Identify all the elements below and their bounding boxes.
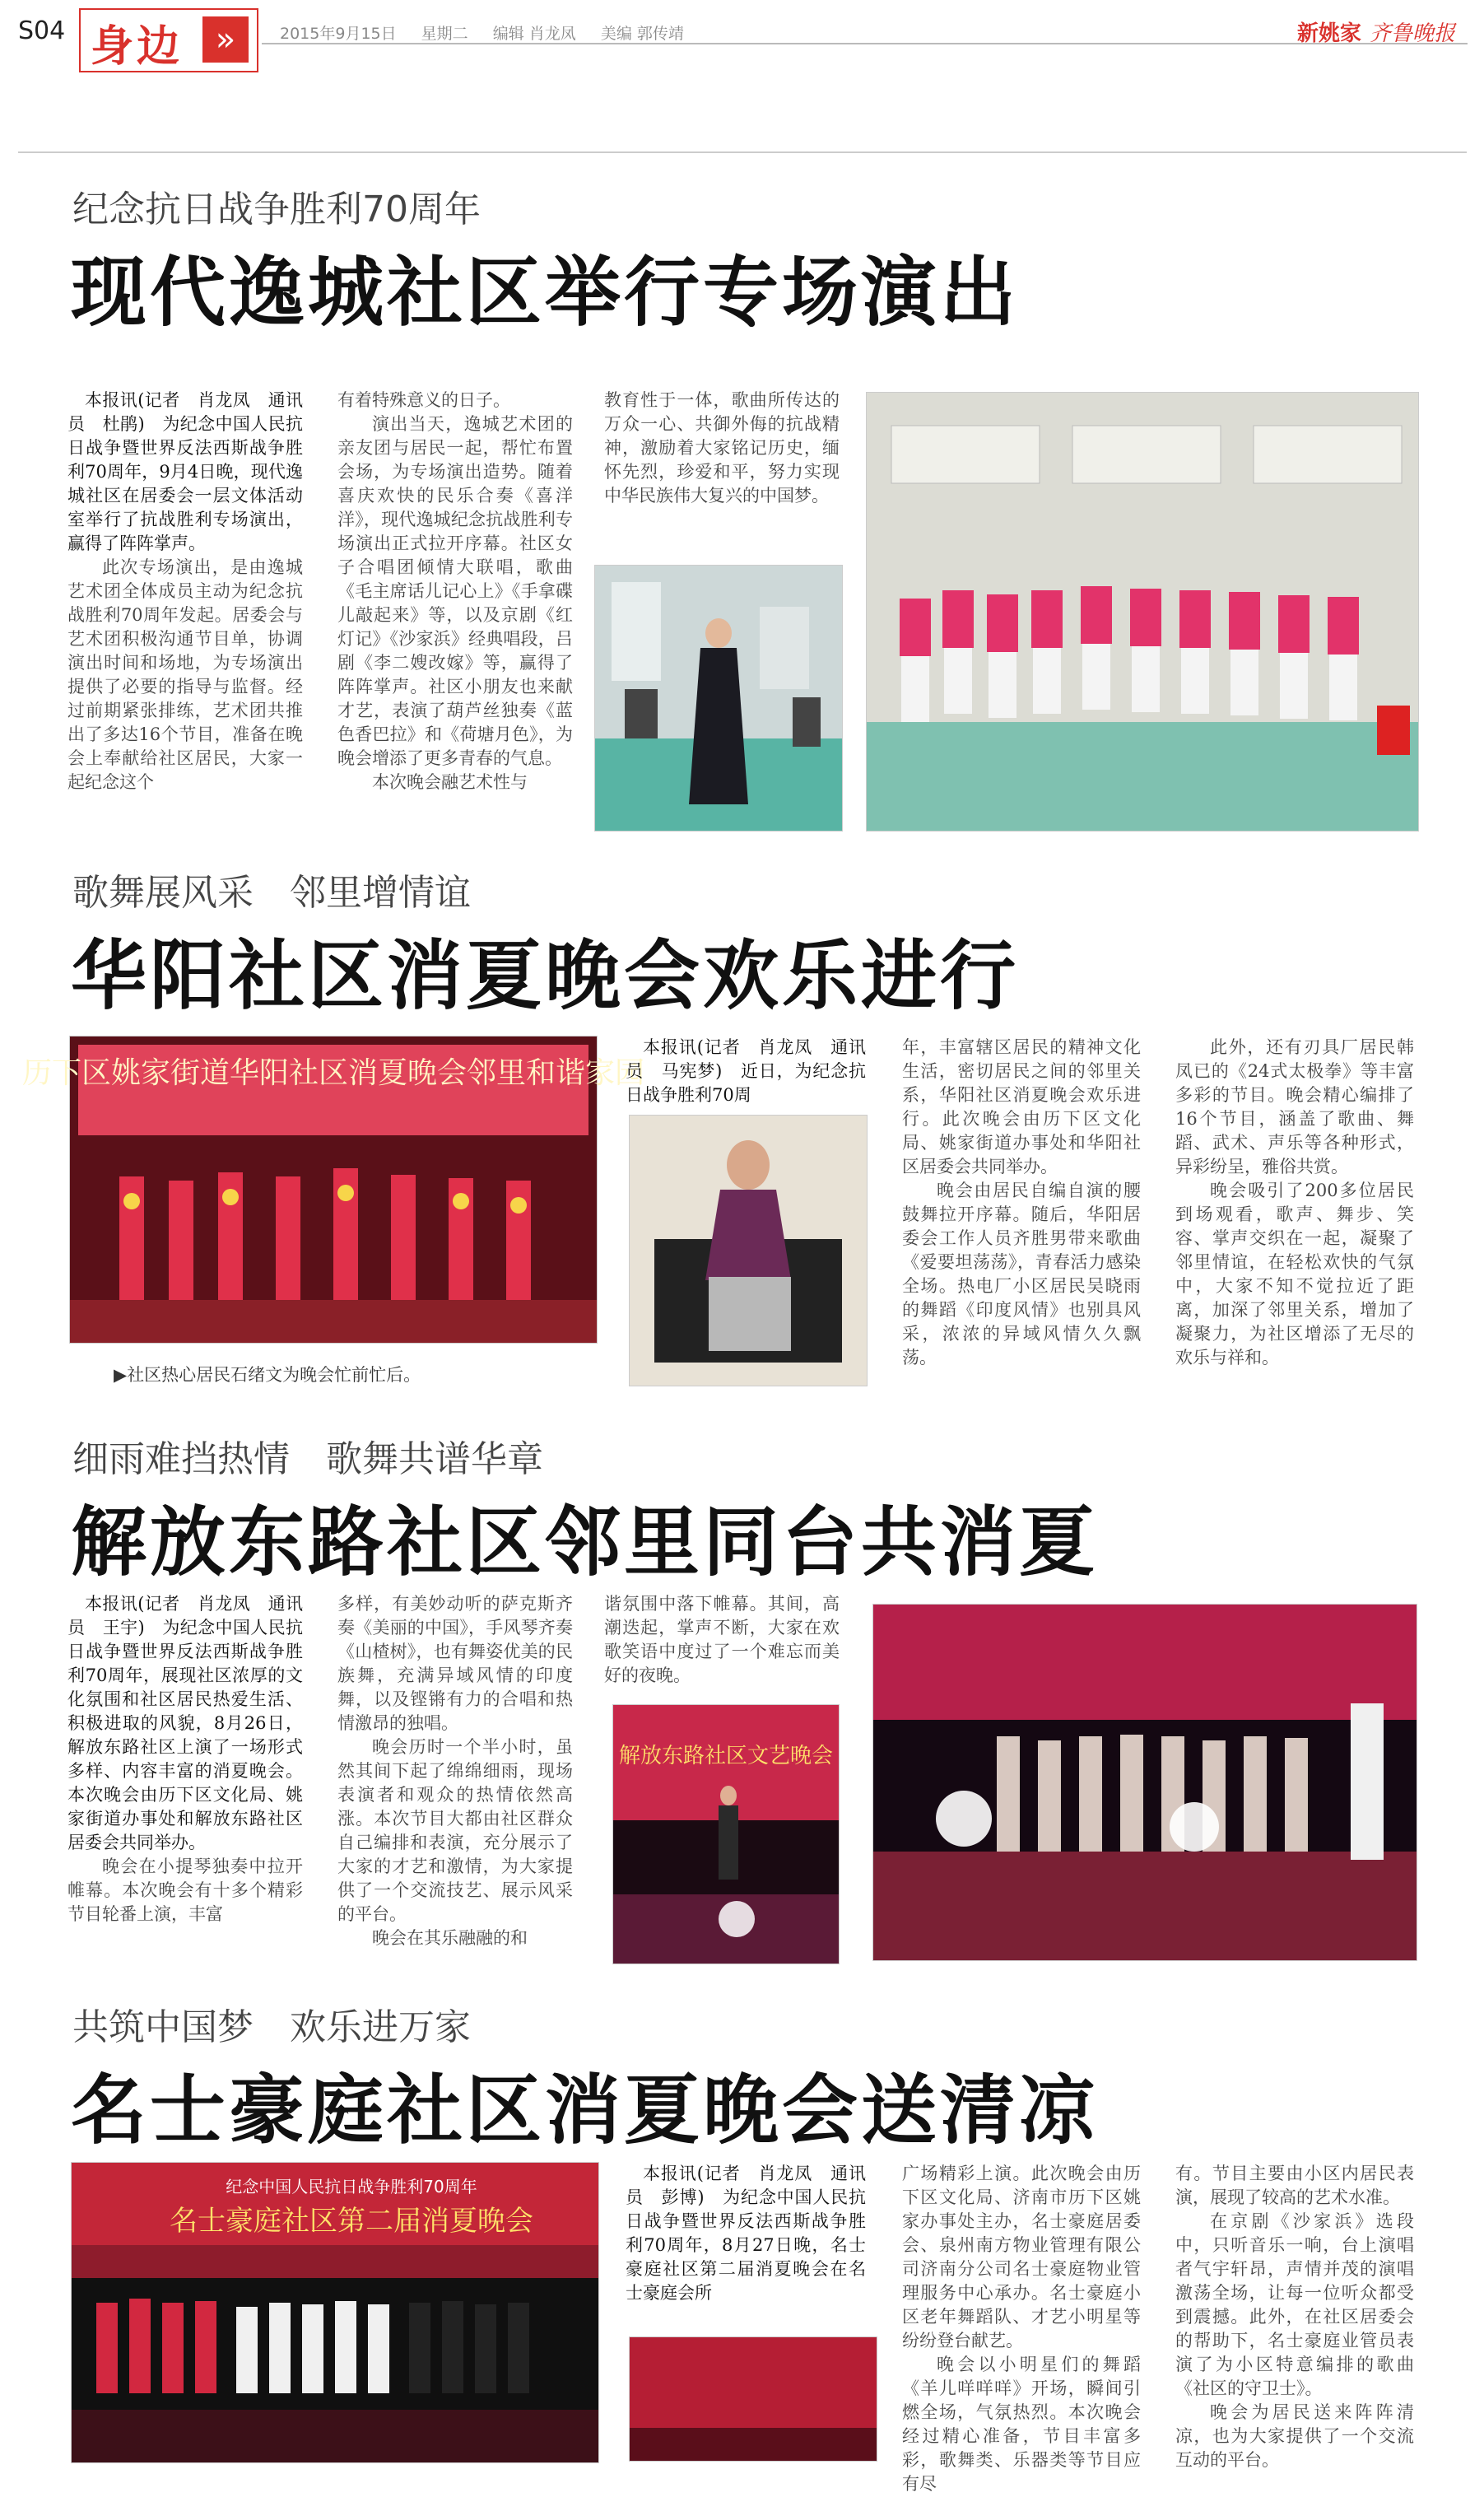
paragraph: 多样，有美妙动听的萨克斯齐奏《美丽的中国》，手风琴齐奏《山楂树》，也有舞姿优美的民族舞，充满异域风情的印度舞，以及铿锵有力的合唱和热情激昂的独唱。 bbox=[337, 1594, 573, 1733]
paragraph: 本报讯(记者 肖龙凤 通讯员 马宪梦) 近日，为纪念抗日战争胜利70周 bbox=[626, 1037, 866, 1105]
photo-seated-woman bbox=[629, 1115, 868, 1386]
article-1-column-3 bbox=[604, 389, 840, 545]
article-3-kicker bbox=[72, 1429, 579, 1482]
kicker-text: 歌舞展风采 bbox=[72, 872, 254, 914]
article-1-column-2 bbox=[337, 389, 573, 832]
issue-weekday: 星期二 bbox=[421, 25, 468, 43]
banner-text: 名士豪庭社区第二届消夏晚会 bbox=[170, 2205, 533, 2238]
kicker-text: 欢乐进万家 bbox=[290, 2006, 471, 2048]
paragraph: 有。节目主要由小区内居民表演，展现了较高的艺术水准。 bbox=[1175, 2164, 1414, 2207]
paragraph: 本报讯(记者 肖龙凤 通讯员 彭博) 为纪念中国人民抗日战争暨世界反法西斯战争胜利70周年，8月27日晚，名士豪庭社区第二届消夏晚会在名士豪庭会所 bbox=[626, 2164, 866, 2303]
paragraph: 晚会为居民送来阵阵清凉，也为大家提供了一个交流互动的平台。 bbox=[1175, 2402, 1414, 2470]
banner-text: 纪念中国人民抗日战争胜利70周年 bbox=[226, 2177, 477, 2197]
chevron-right-icon: » bbox=[202, 16, 249, 63]
paragraph: 晚会在小提琴独奏中拉开帷幕。本次晚会有十多个精彩节目轮番上演，丰富 bbox=[67, 1856, 303, 1924]
banner-text: 历下区姚家街道华阳社区消夏晚会邻里和谐家园 bbox=[21, 1056, 645, 1090]
editor-credit: 编辑 肖龙凤 bbox=[492, 25, 576, 43]
kicker-text: 共筑中国梦 bbox=[72, 2006, 254, 2048]
article-2-headline: 华阳社区消夏晚会欢乐进行 bbox=[71, 932, 1020, 1020]
photo-stage-singer bbox=[612, 1704, 840, 1964]
article-1-headline: 现代逸城社区举行专场演出 bbox=[71, 249, 1020, 337]
paragraph: 此次专场演出，是由逸城艺术团全体成员主动为纪念抗战胜利70周年发起。居委会与艺术团积极沟通节目单，协调演出时间和场地，为专场演出提供了必要的指导与监督。经过前期紧张排练，艺术团共推出了多达16个节目，准备在晚会上奉献给社区居民，大家一起纪念这个 bbox=[67, 557, 303, 792]
photo-dance-stage bbox=[21, 1036, 645, 1344]
page-number: S04 bbox=[18, 16, 66, 45]
paragraph: 晚会由居民自编自演的腰鼓舞拉开序幕。随后，华阳居委会工作人员齐胜男带来歌曲《爱要坦荡荡》，青春活力感染全场。热电厂小区居民吴晓雨的舞蹈《印度风情》也别具风采，浓浓的异域风情久久飘荡。 bbox=[902, 1181, 1141, 1367]
paragraph: 此外，还有刃具厂居民韩凤已的《24式太极拳》等丰富多彩的节目。晚会精心编排了16个节目，涵盖了歌曲、舞蹈、武术、声乐等各种形式，异彩纷呈，雅俗共赏。 bbox=[1175, 1037, 1414, 1176]
article-2-column-1 bbox=[626, 1036, 866, 1110]
kicker-text: 细雨难挡热情 bbox=[72, 1438, 290, 1480]
article-4-column-3 bbox=[1175, 2162, 1414, 2470]
photo-accordion-ensemble bbox=[872, 1604, 1417, 1961]
paragraph: 广场精彩上演。此次晚会由历下区文化局、济南市历下区姚家办事处主办，名士豪庭居委会、泉州南方物业管理有限公司济南分公司名士豪庭物业管理服务中心承办。名士豪庭小区老年舞蹈队、才艺小明星等纷纷登台献艺。 bbox=[902, 2164, 1141, 2350]
paragraph: 晚会在其乐融融的和 bbox=[372, 1928, 528, 1948]
brand-text: 新姚家 bbox=[1297, 21, 1362, 46]
article-2-column-3 bbox=[1175, 1036, 1414, 1381]
paragraph: 晚会历时一个半小时，虽然其间下起了绵绵细雨，现场表演者和观众的热情依然高涨。本次节目大都由社区群众自己编排和表演，充分展示了大家的才艺和激情，为大家提供了一个交流技艺、展示风采的平台。 bbox=[337, 1737, 573, 1924]
paragraph: 谐氛围中落下帷幕。其间，高潮迭起，掌声不断，大家在欢歌笑语中度过了一个难忘而美好的夜晚。 bbox=[604, 1594, 840, 1685]
article-4-headline: 名士豪庭社区消夏晚会送清凉 bbox=[71, 2066, 1099, 2155]
top-rule bbox=[18, 151, 1467, 153]
photo-stage-banner bbox=[629, 2336, 877, 2462]
brand-logo: 齐鲁晚报 bbox=[1370, 21, 1456, 46]
article-1-column-1 bbox=[67, 389, 303, 832]
kicker-text: 纪念抗日战争胜利70周年 bbox=[72, 189, 481, 231]
photo-choir bbox=[866, 392, 1419, 832]
article-4-column-2 bbox=[902, 2162, 1141, 2494]
issue-date: 2015年9月15日 bbox=[280, 25, 397, 43]
paragraph: 演出当天，逸城艺术团的亲友团与居民一起，帮忙布置会场，为专场演出造势。随着喜庆欢快的民乐合奏《喜洋洋》，现代逸城纪念抗战胜利专场演出正式拉开序幕。社区女子合唱团倾情大联唱，歌曲《毛主席话儿记心上》《手拿碟儿敲起来》等，以及京剧《红灯记》《沙家浜》经典唱段，吕剧《李二嫂改嫁》等，赢得了阵阵掌声。社区小朋友也来献才艺，表演了葫芦丝独奏《蓝色香巴拉》和《荷塘月色》，为晚会增添了更多青春的气息。 bbox=[337, 414, 573, 768]
kicker-text: 歌舞共谱华章 bbox=[326, 1438, 543, 1480]
article-3-column-1 bbox=[67, 1592, 303, 1959]
article-3-column-3 bbox=[604, 1592, 840, 1691]
article-3-column-2 bbox=[337, 1592, 573, 1959]
brand bbox=[1297, 16, 1455, 47]
article-4-column-1 bbox=[626, 2162, 866, 2343]
article-2-column-2 bbox=[902, 1036, 1141, 1381]
header-meta bbox=[280, 21, 704, 44]
paragraph: 本报讯(记者 肖龙凤 通讯员 王宇) 为纪念中国人民抗日战争暨世界反法西斯战争胜利70周年，展现社区浓厚的文化氛围和社区居民热爱生活、积极进取的风貌，8月26日，解放东路社区上演了一场形式多样、内容丰富的消夏晚会。本次晚会由历下区文化局、姚家街道办事处和解放东路社区居委会共同举办。 bbox=[67, 1594, 303, 1852]
photo-caption: ▶社区热心居民石绪文为晚会忙前忙后。 bbox=[114, 1365, 421, 1385]
paragraph: 有着特殊意义的日子。 bbox=[337, 390, 510, 410]
article-2-kicker bbox=[72, 863, 507, 915]
kicker-text: 邻里增情谊 bbox=[290, 872, 471, 914]
paragraph: 本报讯(记者 肖龙凤 通讯员 杜鹃) 为纪念中国人民抗日战争暨世界反法西斯战争胜利70周年，9月4日晚，现代逸城社区在居委会一层文体活动室举行了抗战胜利专场演出，赢得了阵阵掌声。 bbox=[67, 390, 303, 553]
section-title: 身边 bbox=[91, 22, 184, 72]
paragraph: 晚会吸引了200多位居民到场观看，歌声、舞步、笑容、掌声交织在一起，凝聚了邻里情谊，在轻松欢快的气氛中，大家不知不觉拉近了距离，加深了邻里关系，增加了凝聚力，为社区增添了无尽的欢乐与祥和。 bbox=[1175, 1181, 1414, 1367]
paragraph: 年，丰富辖区居民的精神文化生活，密切居民之间的邻里关系，华阳社区消夏晚会欢乐进行。此次晚会由历下区文化局、姚家街道办事处和华阳社区居委会共同举办。 bbox=[902, 1037, 1141, 1176]
paragraph: 教育性于一体，歌曲所传达的万众一心、共御外侮的抗战精神，激励着大家铭记历史，缅怀先烈，珍爱和平，努力实现中华民族伟大复兴的中国梦。 bbox=[604, 390, 840, 505]
paragraph: 晚会以小明星们的舞蹈《羊儿咩咩咩》开场，瞬间引燃全场，气氛热烈。本次晚会经过精心准备，节目丰富多彩，歌舞类、乐器类等节目应有尽 bbox=[902, 2355, 1141, 2494]
article-3-headline: 解放东路社区邻里同台共消夏 bbox=[71, 1498, 1099, 1586]
photo-solo-singer bbox=[594, 565, 843, 832]
designer-credit: 美编 郭传靖 bbox=[600, 25, 684, 43]
banner-text: 解放东路社区文艺晚会 bbox=[618, 1744, 834, 1768]
article-4-kicker bbox=[72, 1997, 507, 2050]
article-1-kicker bbox=[72, 179, 517, 232]
paragraph: 在京剧《沙家浜》选段中，只听音乐一响，台上演唱者气宇轩昂，声情并茂的演唱激荡全场，让每一位听众都受到震撼。此外，在社区居委会的帮助下，名士豪庭业管员表演了为小区特意编排的歌曲《社区的守卫士》。 bbox=[1175, 2211, 1414, 2398]
photo-group-stage bbox=[71, 2162, 599, 2463]
paragraph: 本次晚会融艺术性与 bbox=[372, 772, 528, 792]
